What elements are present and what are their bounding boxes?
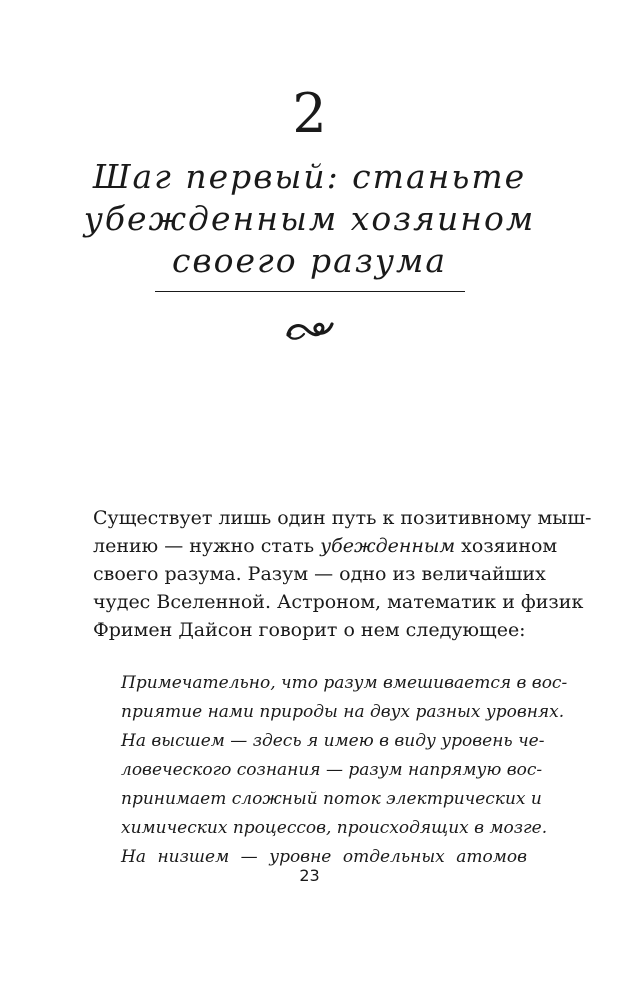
chapter-title-line: своего разума bbox=[171, 241, 448, 280]
chapter-title-line: убежденным хозяином bbox=[83, 199, 536, 238]
quote-line: На высшем — здесь я имею в виду уровень че- bbox=[121, 731, 545, 751]
title-rule bbox=[155, 291, 465, 292]
chapter-number: 2 bbox=[292, 82, 327, 145]
paragraph-line: своего разума. Разум — одно из величайших bbox=[93, 563, 546, 585]
quote-line: принимает сложный поток электрических и bbox=[121, 789, 542, 809]
quote-line: Примечательно, что разум вмешивается в вос- bbox=[121, 673, 568, 693]
paragraph-line: Существует лишь один путь к позитивному мыш- bbox=[93, 507, 592, 529]
quote-line: ловеческого сознания — разум напрямую вос- bbox=[121, 760, 543, 780]
paragraph bbox=[93, 504, 592, 644]
paragraph-line bbox=[93, 532, 558, 560]
chapter-title-line: Шаг первый: станьте bbox=[92, 157, 527, 196]
paragraph-line: Фримен Дайсон говорит о нем следующее: bbox=[93, 619, 526, 641]
block-quote bbox=[121, 669, 568, 872]
emphasis-text: убежденным bbox=[320, 535, 456, 557]
quote-line: приятие нами природы на двух разных уровнях. bbox=[121, 702, 565, 722]
quote-line: химических процессов, происходящих в мозге. bbox=[121, 818, 548, 838]
chapter-title bbox=[0, 156, 619, 282]
paragraph-line: чудес Вселенной. Астроном, математик и физик bbox=[93, 591, 584, 613]
swash-ornament-icon bbox=[284, 315, 336, 345]
page-number: 23 bbox=[299, 866, 320, 885]
paragraph-text: лению — нужно стать bbox=[93, 535, 321, 557]
paragraph-text: хозяином bbox=[455, 535, 558, 557]
quote-line: На низшем — уровне отдельных атомов bbox=[121, 847, 527, 867]
